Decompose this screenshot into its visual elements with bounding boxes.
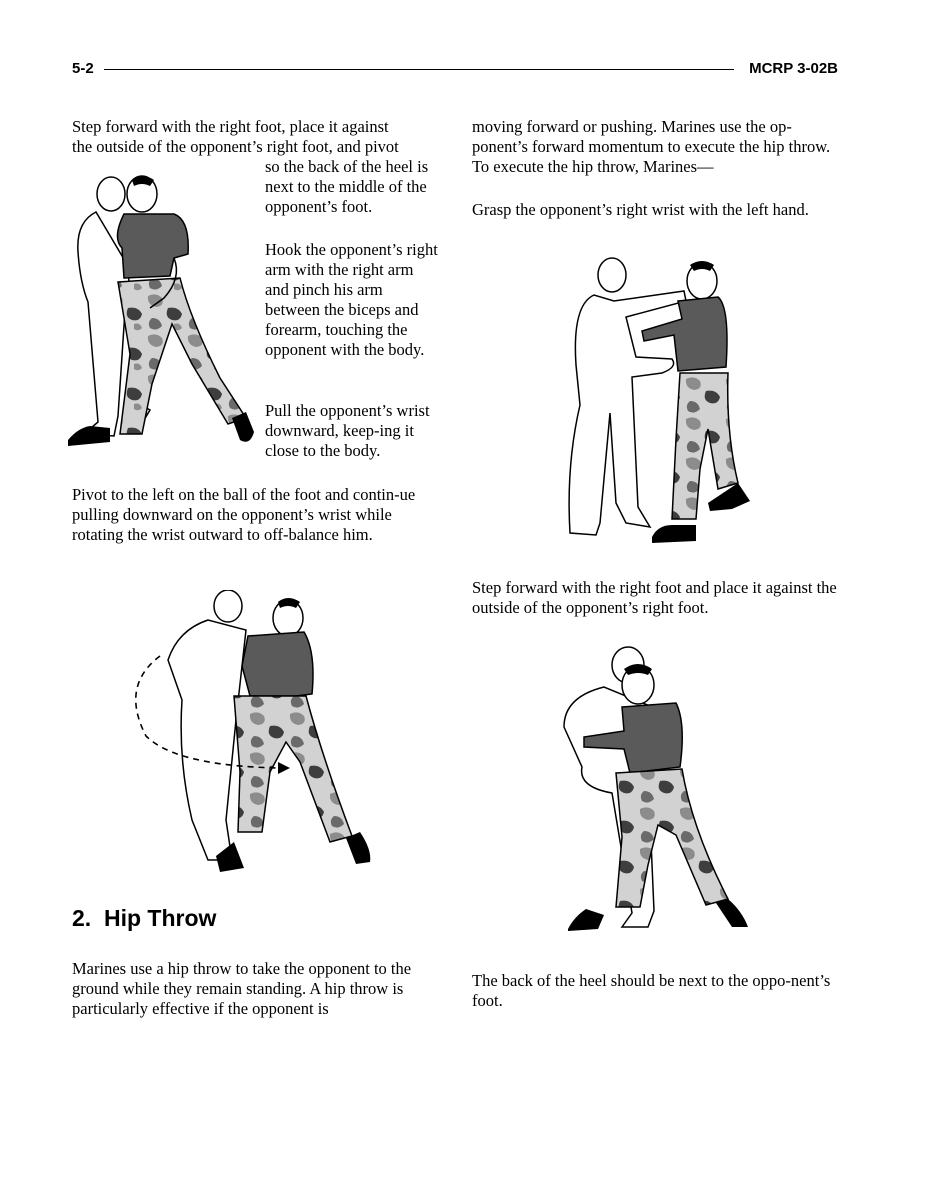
header-rule — [104, 69, 734, 70]
right-paragraph-4: The back of the heel should be next to the oppo-nent’s foot. — [472, 971, 831, 1010]
left-paragraph-1-line-1: Step forward with the right foot, place it against — [72, 117, 389, 136]
section-heading — [72, 903, 216, 933]
figure-pivot — [128, 590, 378, 872]
left-paragraph-2: Hook the opponent’s right arm with the right arm and pinch his arm between the biceps and forearm, touching the opponent with the body. — [265, 240, 438, 359]
figure-grasp-wrist — [564, 255, 760, 547]
figure-hook-arm — [66, 172, 262, 450]
right-paragraph-1: moving forward or pushing. Marines use the op-ponent’s forward momentum to execute the hip throw. To execute the hip throw, Marines— — [472, 117, 831, 176]
section-number: 2. — [72, 905, 92, 931]
left-paragraph-1-wrapped: so the back of the heel is next to the middle of the opponent’s foot. — [265, 157, 429, 216]
right-paragraph-2: Grasp the opponent’s right wrist with the left hand. — [472, 200, 809, 219]
doc-id: MCRP 3-02B — [749, 60, 838, 77]
left-paragraph-4: Pivot to the left on the ball of the foot and contin-ue pulling downward on the opponent’s wrist while rotating the wrist outward to off-balance him. — [72, 485, 416, 544]
figure-step-forward — [558, 645, 754, 937]
section-title: Hip Throw — [103, 905, 217, 931]
page-number: 5-2 — [72, 60, 94, 77]
left-paragraph-1-line-2: the outside of the opponent’s right foot, and pivot — [72, 137, 399, 156]
left-paragraph-5: Marines use a hip throw to take the opponent to the ground while they remain standing. A hip throw is particularly effective if the opponent is — [72, 959, 412, 1018]
right-paragraph-3: Step forward with the right foot and place it against the outside of the opponent’s right foot. — [472, 578, 837, 617]
left-paragraph-3: Pull the opponent’s wrist downward, keep-ing it close to the body. — [265, 401, 430, 460]
